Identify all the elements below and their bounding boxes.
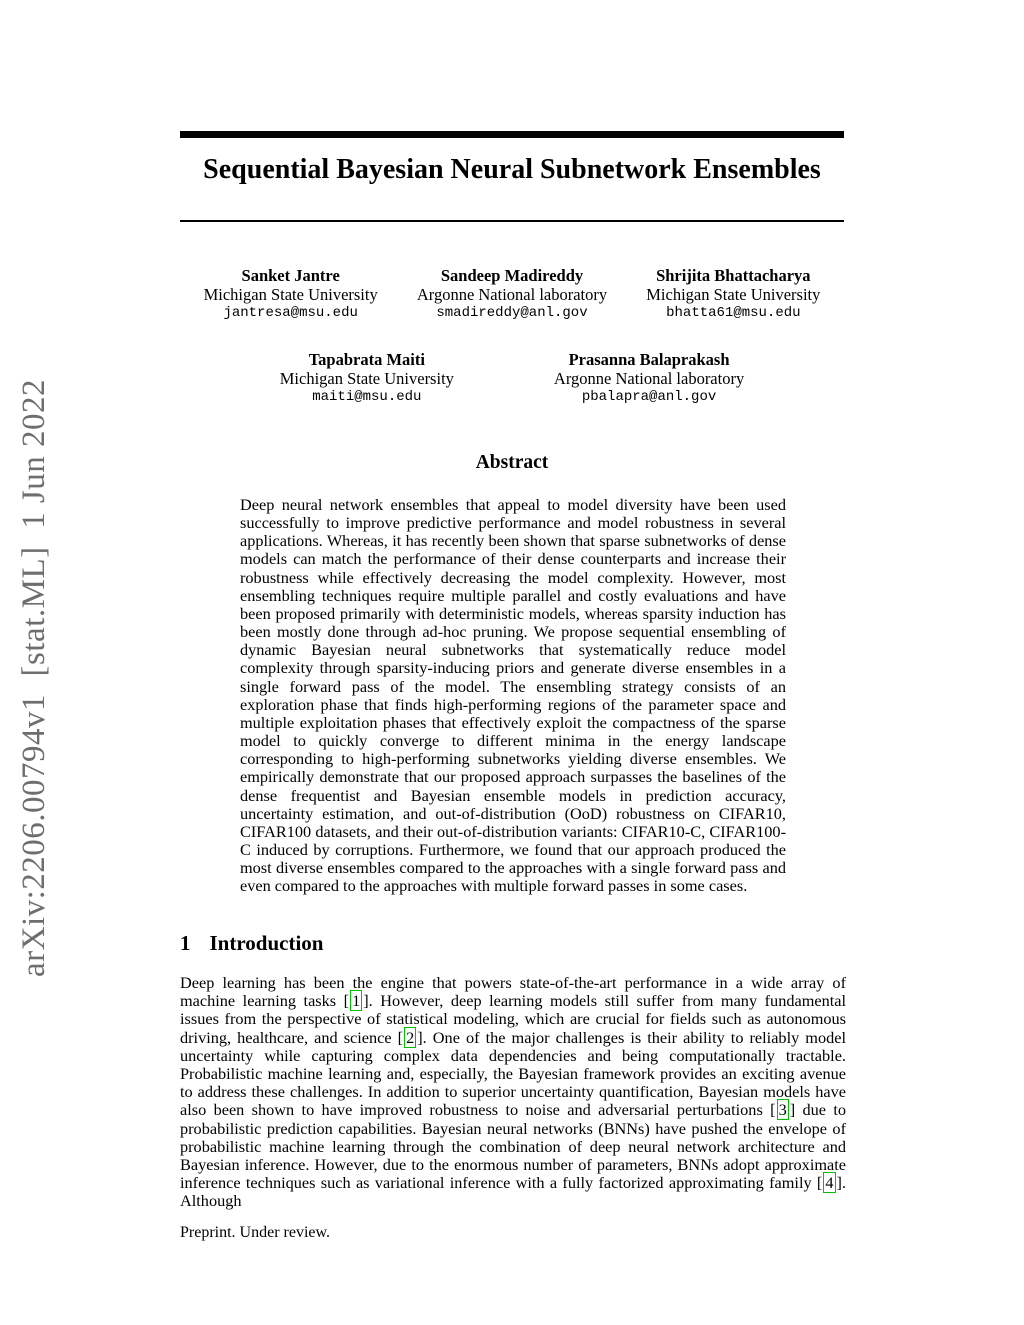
- abstract-heading: Abstract: [475, 452, 549, 473]
- author-email: pbalapra@anl.gov: [581, 389, 717, 405]
- author-name: Sandeep Madireddy: [440, 266, 584, 285]
- author-name: Prasanna Balaprakash: [568, 350, 730, 369]
- section-heading-introduction: [180, 931, 323, 956]
- author-block: [623, 267, 844, 323]
- author-block: [401, 267, 622, 323]
- section-title: Introduction: [209, 931, 324, 955]
- authors-row-1: [180, 267, 844, 323]
- author-name: Sanket Jantre: [241, 266, 340, 285]
- arxiv-stamp: arXiv:2206.00794v1 [stat.ML] 1 Jun 2022: [16, 379, 52, 977]
- author-email: maiti@msu.edu: [312, 389, 422, 405]
- author-email: bhatta61@msu.edu: [666, 305, 801, 321]
- title-bottom-rule: [180, 220, 844, 222]
- author-block: [180, 267, 401, 323]
- section-number: 1: [180, 931, 191, 955]
- author-name: Shrijita Bhattacharya: [656, 266, 811, 285]
- authors-row-2: [180, 351, 844, 407]
- author-affiliation: Argonne National laboratory: [553, 368, 745, 388]
- title-top-rule: [180, 131, 844, 138]
- author-affiliation: Michigan State University: [203, 284, 378, 304]
- author-affiliation: Michigan State University: [646, 284, 821, 304]
- author-email: jantresa@msu.edu: [223, 305, 358, 321]
- citation-link[interactable]: 2: [406, 1027, 415, 1047]
- abstract-text: Deep neural network ensembles that appeal to model diversity have been used successfully to improve predictive performance and model robustness in several applications. Whereas, it has recently been shown that sparse subnetworks of dense models can match the performance of their dense counterparts and increase their robustness while effectively decreasing the model complexity. However, most ensembling techniques require multiple parallel and costly evaluations and have been proposed primarily with deterministic models, whereas sparsity induction has been mostly done through ad-hoc pruning. We propose sequential ensembling of dynamic Bayesian neural subnetworks that systematically reduce model complexity through sparsity-inducing priors and generate diverse ensembles in a single forward pass of the model. The ensembling strategy consists of an exploration phase that finds high-performing regions of the parameter space and multiple exploitation phases that effectively exploit the compactness of the sparse model to quickly converge to different minima in the energy landscape corresponding to high-performing subnetworks yielding diverse ensembles. We empirically demonstrate that our proposed approach surpasses the baselines of the dense frequentist and Bayesian ensemble models in prediction accuracy, uncertainty estimation, and out-of-distribution (OoD) robustness on CIFAR10, CIFAR100 datasets, and their out-of-distribution variants: CIFAR10-C, CIFAR100-C induced by corruptions. Furthermore, we found that our approach produced the most diverse ensembles compared to the approaches with a single forward pass and even compared to the approaches with multiple forward passes in some cases.: [240, 495, 786, 896]
- paper-title: Sequential Bayesian Neural Subnetwork Ensembles: [203, 154, 821, 185]
- footer-note: Preprint. Under review.: [180, 1224, 331, 1241]
- citation-link[interactable]: 1: [352, 991, 361, 1011]
- author-block: [280, 351, 454, 407]
- author-block: [554, 351, 744, 407]
- author-name: Tapabrata Maiti: [308, 350, 425, 369]
- author-affiliation: Michigan State University: [279, 368, 454, 388]
- citation-link[interactable]: 4: [825, 1173, 834, 1193]
- introduction-paragraph: Deep learning has been the engine that powers state-of-the-art performance in a wide array of machine learning tasks [ 1 ]. However, deep learning models still suffer from many fundamental issues from the perspective of statistical modeling, which are crucial for fields such as autonomous driving, healthcare, and science [ 2 ]. One of the major challenges is their ability to reliably model uncertainty while capturing complex data dependencies and being computationally tractable. Probabilistic machine learning and, especially, the Bayesian framework provides an exciting avenue to address these challenges. In addition to superior uncertainty quantification, Bayesian models have also been shown to have improved robustness to noise and adversarial perturbations [ 3 ] due to probabilistic prediction capabilities. Bayesian neural networks (BNNs) have pushed the envelope of probabilistic machine learning through the combination of deep neural network architecture and Bayesian inference. However, due to the enormous number of parameters, BNNs adopt approximate inference techniques such as variational inference with a fully factorized approximating family [ 4 ]. Although: [180, 973, 847, 1211]
- author-email: smadireddy@anl.gov: [436, 305, 588, 321]
- author-affiliation: Argonne National laboratory: [416, 284, 608, 304]
- citation-link[interactable]: 3: [778, 1100, 787, 1120]
